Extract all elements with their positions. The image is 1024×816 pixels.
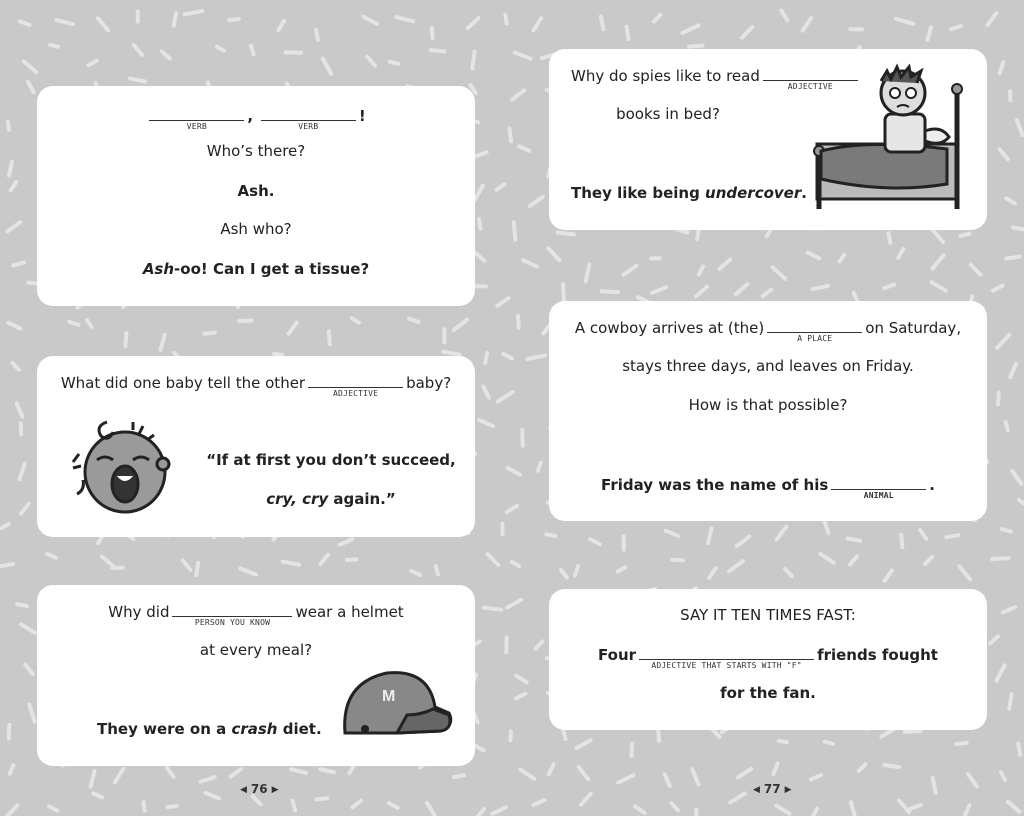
pattern-dash <box>217 47 224 51</box>
pattern-dash <box>968 774 977 786</box>
pattern-dash <box>507 600 521 608</box>
pattern-dash <box>168 806 177 807</box>
pattern-dash <box>1000 62 1004 73</box>
tongue-twister-line-2: for the fan. <box>720 684 816 702</box>
pattern-dash <box>896 19 913 24</box>
pattern-dash <box>575 566 578 576</box>
pattern-dash <box>773 763 777 774</box>
joke-card-baby: What did one baby tell the other ADJECTIVE baby? “If at first you don’t succeed, cry, cry again.” <box>37 356 475 537</box>
pattern-dash <box>201 777 215 782</box>
pattern-dash <box>47 554 56 558</box>
pattern-dash <box>579 767 589 779</box>
whos-there-line: Who’s there? <box>206 142 306 160</box>
pattern-dash <box>1000 149 1008 159</box>
pattern-dash <box>1003 607 1016 612</box>
pattern-dash <box>411 571 420 575</box>
pattern-dash <box>475 253 484 261</box>
pattern-dash <box>479 219 481 229</box>
page-number-left: ◀ 76 ▶ <box>240 782 279 796</box>
pattern-dash <box>781 10 787 20</box>
pattern-dash <box>884 285 894 288</box>
pattern-dash <box>125 333 126 346</box>
pattern-dash <box>196 563 198 576</box>
verb-blank-1: VERB <box>149 106 244 121</box>
pattern-dash <box>581 794 591 805</box>
pattern-dash <box>586 264 590 281</box>
pattern-dash <box>736 284 748 294</box>
pattern-dash <box>8 323 20 329</box>
pattern-dash <box>905 731 921 732</box>
pattern-dash <box>881 729 893 737</box>
pattern-dash <box>618 567 625 571</box>
pattern-dash <box>390 62 398 64</box>
pattern-dash <box>367 57 375 66</box>
pattern-dash <box>907 805 920 810</box>
pattern-dash <box>933 255 944 268</box>
joke-card-cowboy: A cowboy arrives at (the) A PLACE on Saturday, stays three days, and leaves on Friday. How is that possible? Friday was the name of his ANIMAL . <box>549 301 987 521</box>
pattern-dash <box>340 539 353 544</box>
pattern-dash <box>512 562 519 566</box>
pattern-dash <box>8 222 21 231</box>
pattern-dash <box>443 352 460 355</box>
pattern-dash <box>468 18 479 28</box>
pattern-dash <box>497 298 508 306</box>
pattern-dash <box>50 45 58 47</box>
spies-question-2: books in bed? <box>616 105 720 123</box>
pattern-dash <box>820 554 833 563</box>
joke-card-helmet: Why did PERSON YOU KNOW wear a helmet at every meal? They were on a crash diet. M <box>37 585 475 766</box>
pattern-dash <box>785 569 792 576</box>
pattern-dash <box>576 740 590 748</box>
pattern-dash <box>20 21 30 25</box>
pattern-dash <box>803 18 811 31</box>
joke-card-knock-knock: VERB , VERB ! Who’s there? Ash. Ash who? Ash-oo! Can I get a tissue? <box>37 86 475 306</box>
pattern-dash <box>730 793 744 802</box>
pattern-dash <box>472 52 474 69</box>
pattern-dash <box>692 769 698 784</box>
pattern-dash <box>928 27 931 39</box>
cowboy-question-2: stays three days, and leaves on Friday. <box>622 357 914 375</box>
pattern-dash <box>98 18 108 30</box>
pattern-dash <box>538 463 541 471</box>
pattern-dash <box>323 59 331 74</box>
pattern-dash <box>102 557 113 566</box>
pattern-dash <box>293 801 296 811</box>
adjective-blank: ADJECTIVE <box>763 66 858 81</box>
page-number-right: ◀ 77 ▶ <box>753 782 792 796</box>
pattern-dash <box>454 775 464 777</box>
pattern-dash <box>811 809 817 816</box>
pattern-dash <box>777 526 787 539</box>
pattern-dash <box>396 17 413 21</box>
pattern-dash <box>476 809 484 816</box>
pattern-dash <box>510 732 511 741</box>
pattern-dash <box>652 287 666 293</box>
pattern-dash <box>473 152 487 157</box>
pattern-dash <box>1013 227 1024 230</box>
pattern-dash <box>901 535 902 548</box>
pattern-dash <box>971 265 981 275</box>
pattern-dash <box>825 742 833 744</box>
pattern-dash <box>316 30 318 40</box>
pattern-dash <box>558 233 574 235</box>
pattern-dash <box>21 504 29 514</box>
pattern-dash <box>859 764 866 771</box>
pattern-dash <box>884 765 899 767</box>
place-blank: A PLACE <box>767 318 862 333</box>
pattern-dash <box>432 28 433 38</box>
pattern-dash <box>998 393 999 405</box>
pattern-dash <box>527 356 544 360</box>
pattern-dash <box>523 260 537 267</box>
adjective-f-blank: ADJECTIVE THAT STARTS WITH "F" <box>639 645 814 660</box>
pattern-dash <box>1017 120 1023 135</box>
pattern-dash <box>536 641 543 648</box>
pattern-dash <box>1001 773 1005 780</box>
pattern-dash <box>251 46 254 55</box>
pattern-dash <box>167 768 173 777</box>
pattern-dash <box>9 162 12 176</box>
pattern-dash <box>654 15 660 22</box>
pattern-dash <box>93 793 102 797</box>
pattern-dash <box>352 318 359 323</box>
pattern-dash <box>850 556 857 564</box>
pattern-dash <box>492 807 505 813</box>
pattern-dash <box>696 287 707 297</box>
spies-punchline: They like being undercover. <box>571 184 807 202</box>
pattern-dash <box>1010 364 1016 378</box>
pattern-dash <box>49 806 57 810</box>
pattern-dash <box>21 624 35 632</box>
pattern-dash <box>624 266 637 275</box>
pattern-dash <box>961 234 970 236</box>
pattern-dash <box>7 805 18 816</box>
pattern-dash <box>689 46 702 47</box>
pattern-dash <box>28 82 34 93</box>
pattern-dash <box>17 604 27 606</box>
pattern-dash <box>635 806 645 813</box>
pattern-dash <box>483 387 489 398</box>
pattern-dash <box>1008 802 1020 812</box>
pattern-dash <box>561 570 567 577</box>
pattern-dash <box>174 13 176 26</box>
pattern-dash <box>430 50 444 51</box>
pattern-dash <box>737 537 750 546</box>
pattern-dash <box>666 531 679 536</box>
joke-card-tongue-twister: SAY IT TEN TIMES FAST: Four ADJECTIVE THAT STARTS WITH "F" friends fought for the fan. <box>549 589 987 730</box>
pattern-dash <box>590 539 600 544</box>
pattern-dash <box>548 248 559 260</box>
pattern-dash <box>665 774 670 786</box>
pattern-dash <box>840 255 845 262</box>
pattern-dash <box>960 566 971 579</box>
pattern-dash <box>239 320 252 321</box>
pattern-dash <box>965 805 969 814</box>
pattern-dash <box>988 13 997 25</box>
pattern-dash <box>0 564 13 566</box>
pattern-dash <box>509 128 511 141</box>
pattern-dash <box>709 568 715 578</box>
pattern-dash <box>505 14 506 23</box>
pattern-dash <box>274 354 282 355</box>
pattern-dash <box>1012 471 1021 484</box>
pattern-dash <box>9 725 10 739</box>
punchline: Ash-oo! Can I get a tissue? <box>142 260 370 278</box>
pattern-dash <box>738 769 751 777</box>
verb-blank-2: VERB <box>261 106 356 121</box>
joke-card-spies: Why do spies like to read ADJECTIVE books in bed? They like being undercover. <box>549 49 987 230</box>
pattern-dash <box>205 793 219 799</box>
pattern-dash <box>507 506 517 512</box>
pattern-dash <box>320 769 333 772</box>
pattern-dash <box>508 468 520 475</box>
pattern-dash <box>779 741 787 742</box>
pattern-dash <box>253 796 261 804</box>
crying-baby-icon <box>67 404 177 514</box>
pattern-dash <box>115 769 124 783</box>
pattern-dash <box>134 45 142 55</box>
ash-who-line: Ash who? <box>220 220 292 238</box>
pattern-dash <box>484 608 501 610</box>
pattern-dash <box>2 524 9 528</box>
pattern-dash <box>992 558 1009 559</box>
pattern-dash <box>485 353 487 363</box>
pattern-dash <box>602 291 619 292</box>
pattern-dash <box>549 764 554 774</box>
pattern-dash <box>708 528 712 543</box>
pattern-dash <box>436 566 438 574</box>
pattern-dash <box>514 222 516 239</box>
pattern-dash <box>563 284 564 301</box>
pattern-dash <box>162 51 170 58</box>
pattern-dash <box>1019 500 1024 507</box>
pattern-dash <box>363 17 377 24</box>
pattern-dash <box>848 538 861 540</box>
pattern-dash <box>742 27 752 37</box>
pattern-dash <box>996 665 1004 680</box>
pattern-dash <box>185 11 202 14</box>
pattern-dash <box>519 146 529 150</box>
pattern-dash <box>497 184 505 189</box>
pattern-dash <box>672 560 683 561</box>
cowboy-question-3: How is that possible? <box>688 396 848 414</box>
pattern-dash <box>427 803 434 815</box>
pattern-dash <box>229 19 239 20</box>
pattern-dash <box>279 21 285 30</box>
pattern-dash <box>13 363 19 370</box>
pattern-dash <box>601 16 603 29</box>
helmet-icon <box>337 663 457 748</box>
pattern-dash <box>24 61 36 72</box>
pattern-dash <box>516 676 527 683</box>
person-blank: PERSON YOU KNOW <box>172 602 292 617</box>
pattern-dash <box>87 320 92 327</box>
pattern-dash <box>409 319 418 322</box>
tongue-twister-title: SAY IT TEN TIMES FAST: <box>680 606 856 624</box>
pattern-dash <box>329 331 330 344</box>
pattern-dash <box>889 233 891 243</box>
cowboy-punchline: Friday was the name of his ANIMAL . <box>601 476 935 500</box>
pattern-dash <box>91 771 95 786</box>
pattern-dash <box>29 705 34 722</box>
pattern-dash <box>1002 529 1011 532</box>
helmet-punchline: They were on a crash diet. <box>97 720 322 738</box>
pattern-dash <box>920 530 926 539</box>
pattern-dash <box>533 18 541 30</box>
baby-punchline-2: cry, cry again.” <box>266 490 396 508</box>
pattern-dash <box>808 252 820 258</box>
pattern-dash <box>231 769 241 776</box>
pattern-dash <box>515 52 531 58</box>
pattern-dash <box>320 555 328 564</box>
pattern-dash <box>683 25 699 33</box>
ash-line: Ash. <box>237 182 275 200</box>
pattern-dash <box>729 561 743 571</box>
pattern-dash <box>503 354 512 358</box>
pattern-dash <box>990 636 998 643</box>
pattern-dash <box>474 186 482 201</box>
pattern-dash <box>932 282 946 290</box>
pattern-dash <box>353 801 361 808</box>
kid-in-bed-icon <box>807 59 972 215</box>
pattern-dash <box>931 229 943 243</box>
pattern-dash <box>498 392 513 402</box>
pattern-dash <box>699 267 703 275</box>
pattern-dash <box>144 802 145 811</box>
pattern-dash <box>951 26 961 29</box>
pattern-dash <box>69 322 78 325</box>
pattern-dash <box>898 249 903 258</box>
pattern-dash <box>773 267 786 279</box>
pattern-dash <box>20 464 25 480</box>
pattern-dash <box>933 778 936 793</box>
pattern-dash <box>291 769 306 773</box>
baby-punchline-1: “If at first you don’t succeed, <box>206 451 456 469</box>
pattern-dash <box>183 560 191 569</box>
pattern-dash <box>811 775 821 779</box>
pattern-dash <box>546 534 555 536</box>
pattern-dash <box>283 562 300 565</box>
pattern-dash <box>204 333 214 334</box>
pattern-dash <box>17 403 23 417</box>
pattern-dash <box>534 800 545 805</box>
helmet-question-2: at every meal? <box>199 641 313 659</box>
pattern-dash <box>240 568 256 574</box>
pattern-dash <box>316 798 327 799</box>
pattern-dash <box>520 769 534 778</box>
pattern-dash <box>13 262 24 265</box>
pattern-dash <box>925 557 932 564</box>
pattern-dash <box>347 559 357 560</box>
pattern-dash <box>671 803 678 810</box>
pattern-dash <box>518 316 519 328</box>
pattern-dash <box>563 729 566 740</box>
pattern-dash <box>618 775 633 782</box>
pattern-dash <box>454 320 468 331</box>
pattern-dash <box>25 665 32 674</box>
pattern-dash <box>993 286 1003 291</box>
pattern-dash <box>627 27 629 39</box>
pattern-dash <box>512 90 524 99</box>
adjective-blank: ADJECTIVE <box>308 373 403 388</box>
pattern-dash <box>522 430 523 446</box>
pattern-dash <box>712 729 719 737</box>
pattern-dash <box>389 803 398 808</box>
animal-blank: ANIMAL <box>831 475 926 490</box>
pattern-dash <box>11 182 16 190</box>
pattern-dash <box>885 571 892 581</box>
pattern-dash <box>719 260 730 269</box>
pattern-dash <box>1009 694 1011 708</box>
pattern-dash <box>8 122 9 130</box>
pattern-dash <box>1006 422 1008 430</box>
helmet-letter: M <box>382 688 396 705</box>
pattern-dash <box>488 554 498 565</box>
pattern-dash <box>530 197 543 206</box>
pattern-dash <box>1006 257 1020 259</box>
pattern-dash <box>89 61 97 65</box>
pattern-dash <box>516 694 525 699</box>
pattern-dash <box>763 290 772 296</box>
pattern-dash <box>160 335 164 350</box>
pattern-dash <box>946 535 958 537</box>
pattern-dash <box>1006 198 1015 203</box>
pattern-dash <box>1018 743 1020 754</box>
pattern-dash <box>824 521 828 534</box>
pattern-dash <box>631 744 632 756</box>
pattern-dash <box>289 323 297 334</box>
pattern-dash <box>812 286 827 289</box>
pattern-dash <box>997 335 1009 348</box>
pattern-dash <box>130 79 145 82</box>
pattern-dash <box>10 765 14 774</box>
pattern-dash <box>956 743 966 744</box>
pattern-dash <box>776 806 789 814</box>
pattern-dash <box>479 420 493 426</box>
pattern-dash <box>57 20 73 24</box>
pattern-dash <box>851 802 856 816</box>
